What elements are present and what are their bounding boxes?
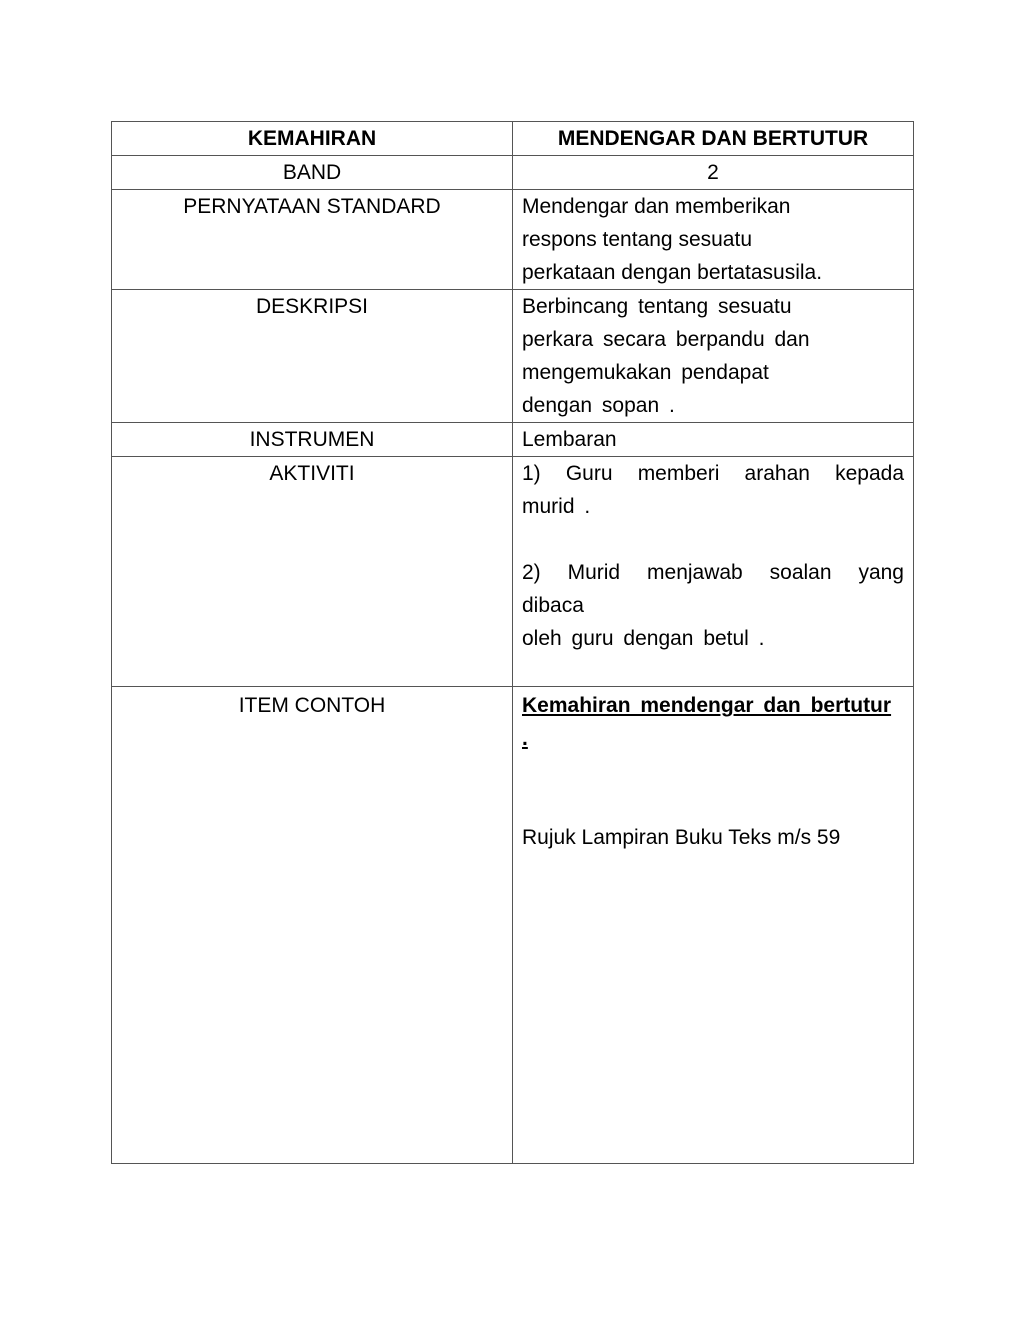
deskripsi-value: [513, 290, 914, 423]
pernyataan-label: PERNYATAAN STANDARD: [112, 190, 513, 290]
deskripsi-line: Berbincang tentang sesuatu: [522, 295, 792, 318]
table-row-deskripsi: [112, 290, 914, 423]
deskripsi-line: perkara secara berpandu dan: [522, 328, 810, 351]
item-contoh-label: ITEM CONTOH: [112, 687, 513, 1164]
pernyataan-line: perkataan dengan bertatasusila.: [522, 261, 823, 284]
aktiviti-label: AKTIVITI: [112, 457, 513, 687]
table-row-pernyataan: [112, 190, 914, 290]
deskripsi-line: dengan sopan .: [522, 394, 675, 417]
item-contoh-heading: Kemahiran mendengar dan bertutur .: [522, 694, 892, 750]
item-contoh-reference: Rujuk Lampiran Buku Teks m/s 59: [522, 826, 841, 849]
band-value: 2: [513, 156, 914, 190]
aktiviti-item-2: 2) Murid menjawab soalan yang dibaca: [522, 561, 904, 617]
table-row-item-contoh: [112, 687, 914, 1164]
deskripsi-label: DESKRIPSI: [112, 290, 513, 423]
table-row-instrumen: [112, 423, 914, 457]
item-contoh-value: [513, 687, 914, 1164]
aktiviti-item-1: 1) Guru memberi arahan kepada murid .: [522, 462, 904, 518]
band-label: BAND: [112, 156, 513, 190]
pernyataan-value: [513, 190, 914, 290]
aktiviti-item-2-cont: oleh guru dengan betul .: [522, 627, 765, 650]
table-row-band: [112, 156, 914, 190]
pernyataan-line: respons tentang sesuatu: [522, 228, 752, 251]
aktiviti-value: [513, 457, 914, 687]
table-row-kemahiran: [112, 122, 914, 156]
instrumen-label: INSTRUMEN: [112, 423, 513, 457]
kemahiran-value: MENDENGAR DAN BERTUTUR: [513, 122, 914, 156]
deskripsi-line: mengemukakan pendapat: [522, 361, 769, 384]
kemahiran-label: KEMAHIRAN: [112, 122, 513, 156]
instrumen-value: Lembaran: [513, 423, 914, 457]
pernyataan-line: Mendengar dan memberikan: [522, 195, 791, 218]
assessment-table: [111, 121, 914, 1164]
table-row-aktiviti: [112, 457, 914, 687]
